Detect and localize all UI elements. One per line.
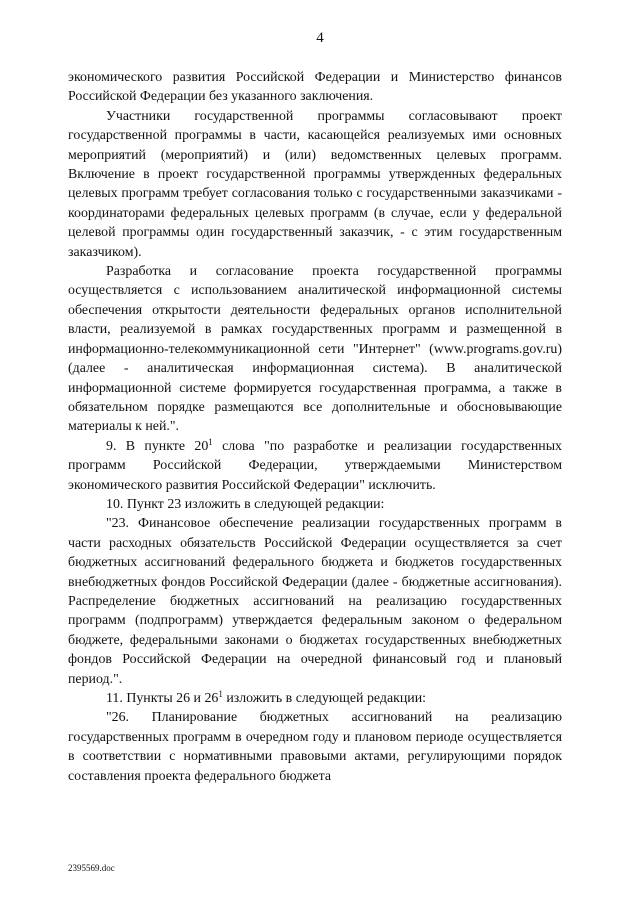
item-11-text-start: 11. Пункты 26 и 26 xyxy=(106,691,219,706)
paragraph-2: Участники государственной программы согласовывают проект государственной программы в части, касающейся реализуемых ими основных мероприятий (мероприятий) и (или) ведомственных целевых программ. Включение в проект государственной программы утвержденных федеральных целевых программ требует согласования только с государственными заказчиками - координаторами федеральных целевых программ (в случае, если у федеральной целевой программы один государственный заказчик, - с этим государственным заказчиком). xyxy=(68,108,562,260)
item-11-text-end: изложить в следующей редакции: xyxy=(222,691,427,706)
paragraph-item-9 xyxy=(68,437,562,495)
paragraph-3: Разработка и согласование проекта государственной программы осуществляется с использованием аналитической информационной системы обеспечения открытости деятельности федеральных органов исполнительной власти, реализуемой в рамках государственных программ и размещенной в информационно-телекоммуникационной сети "Интернет" (www.programs.gov.ru) (далее - аналитическая информационная система). В аналитической информационной системе формируется государственная программа, а также в обязательном порядке размещаются все дополнительные и обосновывающие материалы к ней.". xyxy=(68,264,562,435)
paragraph-item-10: 10. Пункт 23 изложить в следующей редакции: xyxy=(106,496,385,512)
footer-filename: 2395569.doc xyxy=(68,863,115,873)
page-number: 4 xyxy=(316,30,324,46)
paragraph-1: экономического развития Российской Федерации и Министерство финансов Российской Федерации без указанного заключения. xyxy=(68,70,562,105)
item-9-text-start: 9. В пункте 20 xyxy=(106,438,209,454)
item-11-superscript: 1 xyxy=(218,689,223,699)
item-9-text-end: слова "по разработке и реализации государственных программ Российской Федерации, утверждаемыми Министерством экономического развития Российской Федерации" исключить. xyxy=(68,438,562,493)
paragraph-item-23: "23. Финансовое обеспечение реализации государственных программ в части расходных обязательств Российской Федерации осуществляется за счет бюджетных ассигнований федерального бюджета и бюджетов государственных внебюджетных фондов Российской Федерации (далее - бюджетные ассигнования). Распределение бюджетных ассигнований на реализацию государственных программ (подпрограмм) утверждается федеральным законом о федеральном бюджете, федеральными законами о бюджетах государственных внебюджетных фондов Российской Федерации на очередной финансовый год и плановый период.". xyxy=(68,516,562,687)
paragraph-item-26: "26. Планирование бюджетных ассигнований на реализацию государственных программ в очередном году и плановом периоде осуществляется в соответствии с нормативными правовыми актами, регулирующими порядок составления проекта федерального бюджета xyxy=(68,710,562,784)
paragraph-item-11 xyxy=(68,689,562,708)
item-9-superscript: 1 xyxy=(208,436,213,447)
document-body xyxy=(68,68,562,786)
